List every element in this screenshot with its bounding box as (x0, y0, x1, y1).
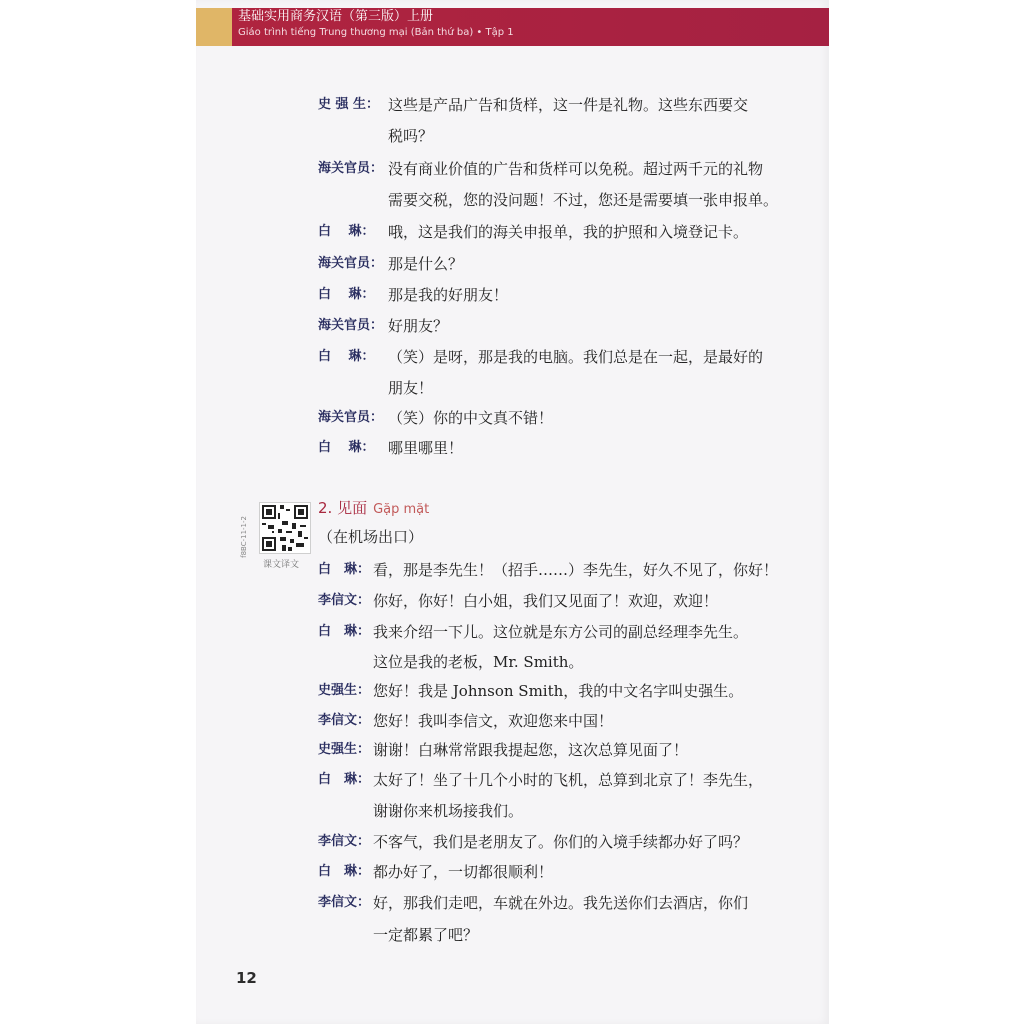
dialogue-line: 哦，这是我们的海关申报单，我的护照和入境登记卡。 (388, 223, 749, 241)
dialogue-line: 您好！我是 Johnson Smith，我的中文名字叫史强生。 (373, 682, 744, 700)
header-accent (196, 8, 232, 46)
speaker-label: 白 琳： (318, 864, 371, 879)
dialogue-line: 哪里哪里！ (388, 439, 464, 457)
dialogue-continuation: 需要交税，您的没问题！不过，您还是需要填一张申报单。 (388, 191, 779, 209)
section-vietnamese-title: Gặp mặt (373, 502, 430, 517)
section-title (318, 497, 429, 521)
page-number: 12 (236, 969, 257, 987)
dialogue-line: 这些是产品广告和货样，这一件是礼物。这些东西要交 (388, 96, 749, 114)
speaker-label: 海关官员： (318, 410, 384, 425)
dialogue-line: 谢谢！白琳常常跟我提起您，这次总算见面了！ (373, 741, 689, 759)
dialogue-line: 好朋友？ (388, 317, 449, 335)
speaker-label: 海关官员： (318, 256, 384, 271)
dialogue-line: 你好，你好！白小姐，我们又见面了！欢迎，欢迎！ (373, 592, 719, 610)
book-title: 基础实用商务汉语（第三版）上册 (238, 9, 434, 24)
textbook-page (196, 0, 829, 1024)
speaker-label: 白 琳： (318, 562, 371, 577)
qr-code-id: f8BC-11-1-2 (240, 516, 248, 558)
speaker-label: 海关官员： (318, 161, 384, 176)
dialogue-continuation: 谢谢你来机场接我们。 (373, 802, 524, 820)
speaker-label: 李信文： (318, 713, 371, 728)
dialogue-line: （笑）你的中文真不错！ (388, 409, 554, 427)
book-subtitle: Giáo trình tiếng Trung thương mại (Bản thứ ba) • Tập 1 (238, 27, 514, 38)
dialogue-line: 太好了！坐了十几个小时的飞机，总算到北京了！李先生， (373, 771, 764, 789)
dialogue-line: 都办好了，一切都很顺利！ (373, 863, 554, 881)
dialogue-line: （笑）是呀，那是我的电脑。我们总是在一起，是最好的 (388, 348, 764, 366)
dialogue-line: 看，那是李先生！（招手……）李先生，好久不见了，你好！ (373, 561, 779, 579)
dialogue-continuation: 税吗？ (388, 127, 434, 145)
dialogue-line: 那是什么？ (388, 255, 464, 273)
speaker-label: 史强生： (318, 742, 371, 757)
dialogue-line: 那是我的好朋友！ (388, 286, 509, 304)
speaker-label: 李信文： (318, 895, 371, 910)
speaker-label: 史强生： (318, 683, 371, 698)
speaker-label: 白 琳： (318, 287, 375, 302)
dialogue-continuation: 朋友！ (388, 379, 434, 397)
scene-setting: （在机场出口） (318, 528, 424, 546)
speaker-label: 白 琳： (318, 224, 375, 239)
section-number-title: 2. 见面 (318, 499, 368, 517)
speaker-label: 李信文： (318, 834, 371, 849)
dialogue-continuation: 一定都累了吧？ (373, 926, 479, 944)
qr-caption: 课文译文 (263, 560, 300, 570)
qr-code-icon[interactable] (259, 502, 311, 554)
dialogue-line: 您好！我叫李信文，欢迎您来中国！ (373, 712, 614, 730)
speaker-label: 白 琳： (318, 440, 375, 455)
speaker-label: 白 琳： (318, 349, 375, 364)
dialogue-line: 不客气，我们是老朋友了。你们的入境手续都办好了吗？ (373, 833, 749, 851)
speaker-label: 海关官员： (318, 318, 384, 333)
speaker-label: 白 琳： (318, 772, 371, 787)
dialogue-continuation: 这位是我的老板，Mr. Smith。 (373, 653, 584, 671)
dialogue-line: 好，那我们走吧，车就在外边。我先送你们去酒店，你们 (373, 894, 749, 912)
speaker-label: 史 强 生： (318, 97, 380, 112)
speaker-label: 白 琳： (318, 624, 371, 639)
dialogue-line: 没有商业价值的广告和货样可以免税。超过两千元的礼物 (388, 160, 764, 178)
dialogue-line: 我来介绍一下儿。这位就是东方公司的副总经理李先生。 (373, 623, 749, 641)
speaker-label: 李信文： (318, 593, 371, 608)
